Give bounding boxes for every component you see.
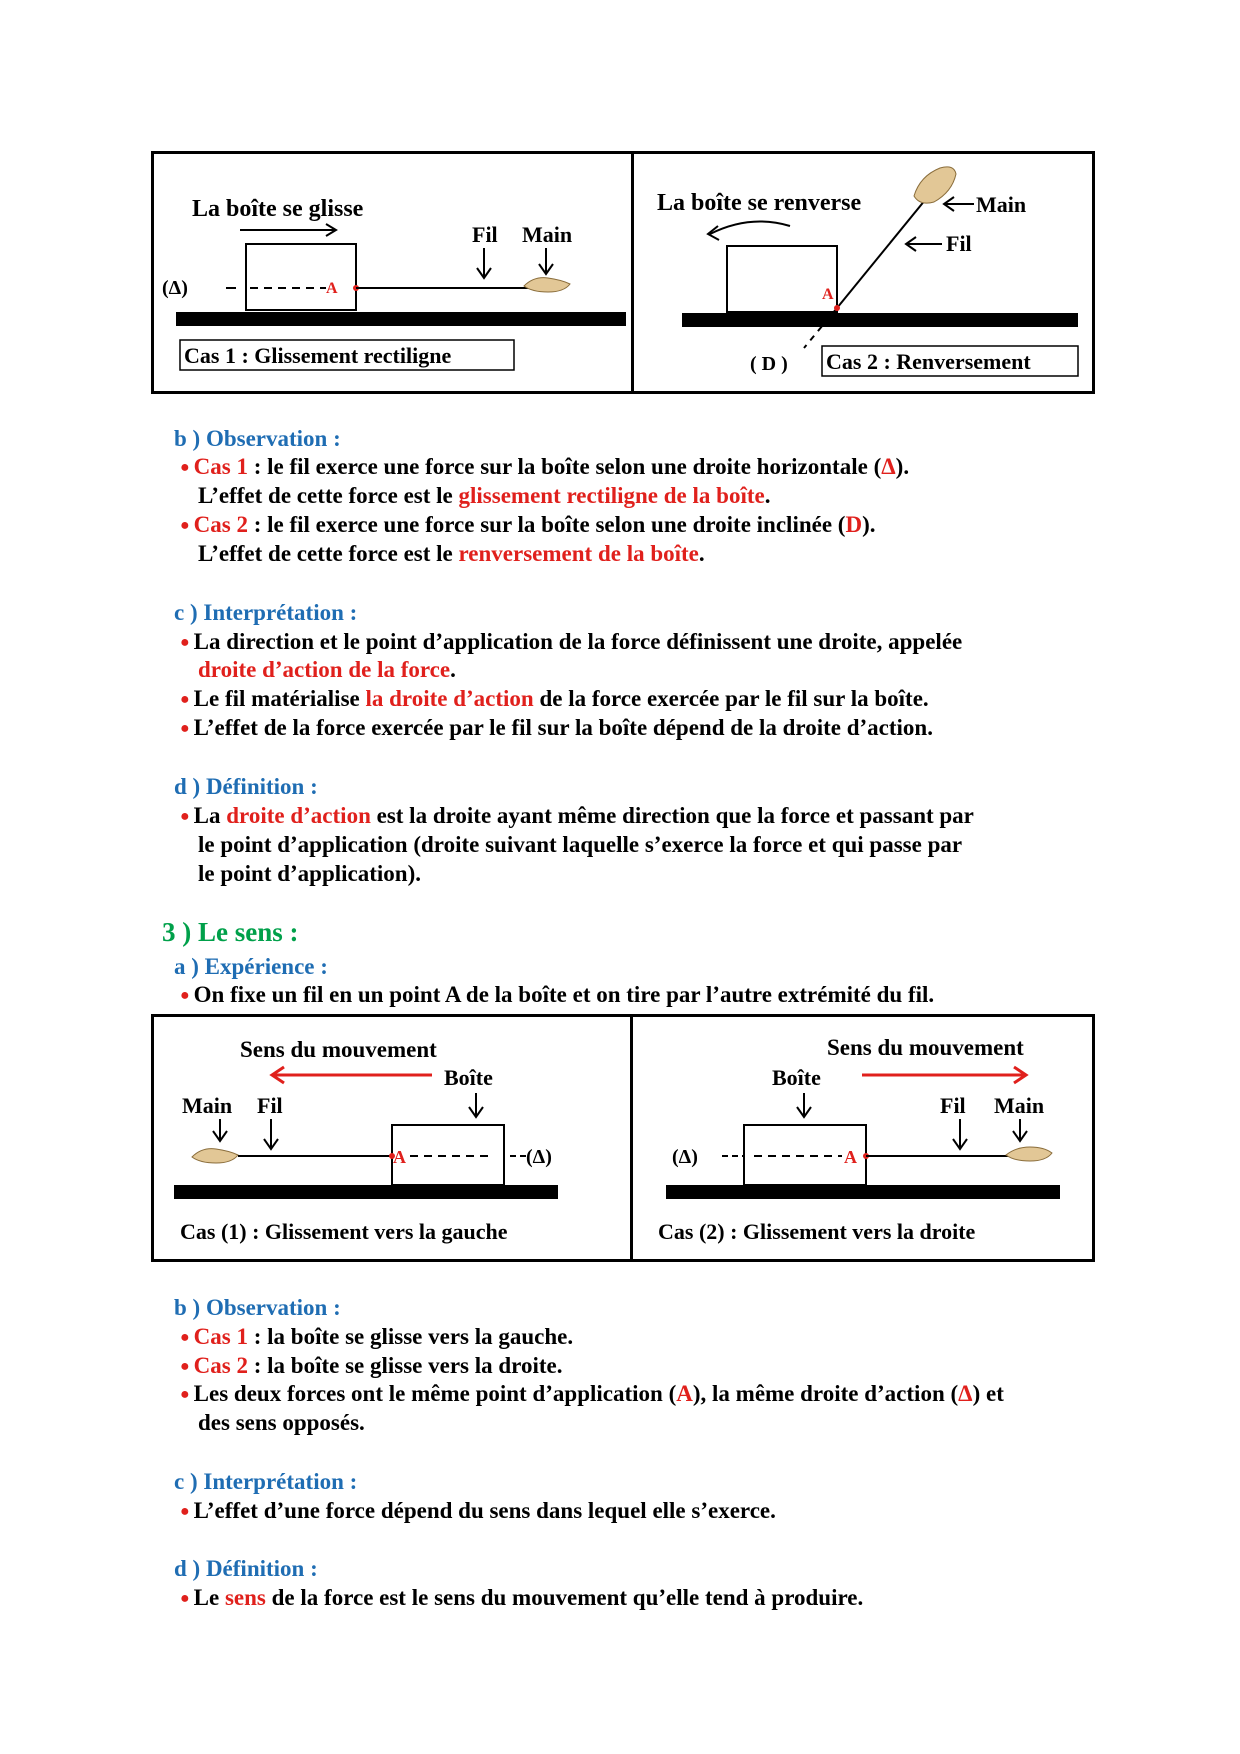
- interpretation-heading-2: c ) Interprétation :: [174, 1469, 358, 1494]
- fig1-right-main: Main: [976, 192, 1027, 217]
- interpretation-1-line-3: ● Le fil matérialise la droite d’action de la force exercée par le fil sur la boîte.: [180, 686, 929, 711]
- fig1-right-hand-icon: [914, 167, 956, 203]
- fig2-left-main: Main: [182, 1093, 233, 1118]
- fig1-right-point: A: [822, 286, 834, 303]
- observation-heading-2: b ) Observation :: [174, 1295, 341, 1320]
- fig1-right-fil: Fil: [946, 231, 972, 256]
- interpretation-heading-1: c ) Interprétation :: [174, 600, 358, 625]
- interpretation-1-line-4: ● L’effet de la force exercée par le fil sur la boîte dépend de la droite d’action.: [180, 715, 933, 740]
- interpretation-2-line-1: ● L’effet d’une force dépend du sens dans lequel elle s’exerce.: [180, 1498, 776, 1523]
- interpretation-1-line-1: ● La direction et le point d’application de la force définissent une droite, appelée: [180, 629, 963, 654]
- observation-heading-1: b ) Observation :: [174, 426, 341, 451]
- fig1-left-main: Main: [522, 222, 573, 247]
- fig1-left-delta: (Δ): [162, 277, 188, 299]
- fig2-left-point: A: [393, 1147, 406, 1167]
- experience-line-1: ● On fixe un fil en un point A de la boîte et on tire par l’autre extrémité du fil.: [180, 982, 935, 1007]
- definition-1-line-3: le point d’application).: [198, 861, 422, 886]
- fig1-right-d-label: ( D ): [750, 353, 788, 375]
- observation-2-line-3: ● Les deux forces ont le même point d’application (A), la même droite d’action (Δ) et: [180, 1381, 1004, 1406]
- observation-1-line-1: ● Cas 1 : le fil exerce une force sur la boîte selon une droite horizontale (Δ).: [180, 454, 910, 479]
- definition-2-line-1: ● Le sens de la force est le sens du mouvement qu’elle tend à produire.: [180, 1585, 864, 1610]
- observation-2-line-2: ● Cas 2 : la boîte se glisse vers la droite.: [180, 1353, 563, 1378]
- fig2-left-hand-icon: [192, 1149, 238, 1163]
- fig1-right-caption: Cas 2 : Renversement: [826, 349, 1031, 374]
- definition-1-line-1: ● La droite d’action est la droite ayant même direction que la force et passant par: [180, 803, 974, 828]
- figure-1-drawing: [154, 154, 1092, 391]
- fig2-left-ground: [174, 1185, 558, 1199]
- fig2-right-sens: Sens du mouvement: [827, 1035, 1024, 1060]
- definition-heading-2: d ) Définition :: [174, 1556, 318, 1581]
- observation-2-line-1: ● Cas 1 : la boîte se glisse vers la gauche.: [180, 1324, 574, 1349]
- fig1-right-title: La boîte se renverse: [657, 190, 862, 216]
- fig2-right-delta: (Δ): [672, 1146, 698, 1168]
- fig1-left-point: A: [326, 280, 338, 297]
- definition-1-line-2: le point d’application (droite suivant laquelle s’exerce la force et qui passe par: [198, 832, 963, 857]
- fig1-right-ground: [682, 313, 1078, 327]
- fig2-right-main: Main: [994, 1093, 1045, 1118]
- fig1-left-title: La boîte se glisse: [192, 196, 364, 222]
- fig2-left-fil: Fil: [257, 1093, 283, 1118]
- section-3-title: 3 ) Le sens :: [162, 917, 299, 947]
- fig1-left-ground: [176, 312, 626, 326]
- definition-heading-1: d ) Définition :: [174, 774, 318, 799]
- fig2-right-hand-icon: [1006, 1147, 1052, 1161]
- observation-2-line-4: des sens opposés.: [198, 1410, 365, 1435]
- fig1-left-hand-icon: [524, 278, 570, 292]
- observation-1-line-4: L’effet de cette force est le renversement de la boîte.: [198, 541, 705, 566]
- fig1-left-caption: Cas 1 : Glissement rectiligne: [184, 343, 452, 368]
- fig1-right-box: [727, 246, 837, 312]
- fig2-right-ground: [666, 1185, 1060, 1199]
- experience-heading: a ) Expérience :: [174, 954, 328, 979]
- interpretation-1-line-2: droite d’action de la force.: [198, 657, 456, 682]
- fig2-right-fil: Fil: [940, 1093, 966, 1118]
- figure-sens: [151, 1014, 1095, 1262]
- fig2-left-caption: Cas (1) : Glissement vers la gauche: [180, 1219, 508, 1244]
- fig2-left-delta: (Δ): [526, 1146, 552, 1168]
- observation-1-line-3: ● Cas 2 : le fil exerce une force sur la boîte selon une droite inclinée (D).: [180, 512, 876, 537]
- figure-droite-action: [151, 151, 1095, 394]
- observation-1-line-2: L’effet de cette force est le glissement rectiligne de la boîte.: [198, 483, 771, 508]
- fig2-right-boite: Boîte: [772, 1065, 821, 1090]
- fig2-left-sens: Sens du mouvement: [240, 1037, 437, 1062]
- fig1-left-fil: Fil: [472, 222, 498, 247]
- fig1-left-box: [246, 244, 356, 310]
- fig2-left-boite: Boîte: [444, 1065, 493, 1090]
- fig2-right-point: A: [844, 1147, 857, 1167]
- fig2-right-caption: Cas (2) : Glissement vers la droite: [658, 1219, 976, 1244]
- figure-2-drawing: [154, 1017, 1092, 1259]
